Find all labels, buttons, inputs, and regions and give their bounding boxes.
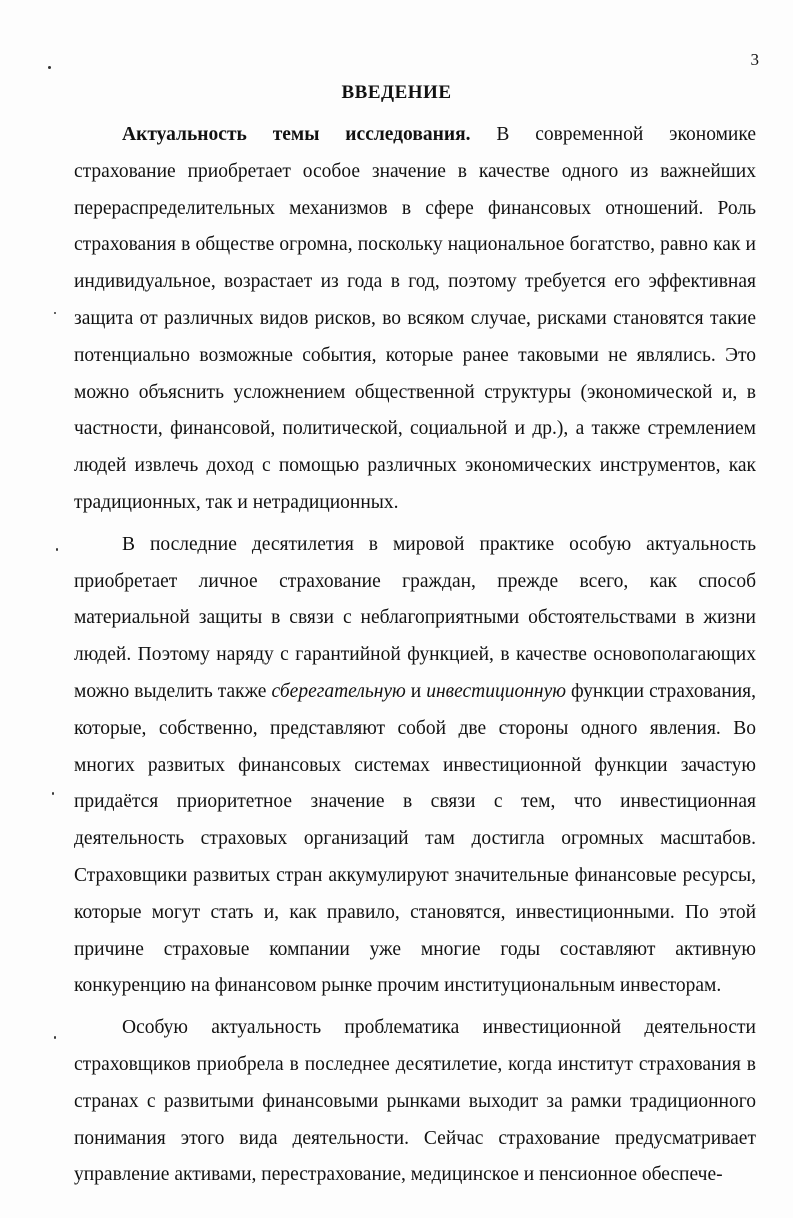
page-number: 3 (750, 50, 759, 69)
body-text (74, 117, 756, 1194)
paragraph-text: и (405, 680, 427, 702)
scan-speck (54, 312, 56, 314)
paragraph-investment-activity (74, 1010, 756, 1194)
scan-speck (56, 548, 58, 551)
page-title: ВВЕДЕНИЕ (341, 82, 452, 103)
emphasis-savings: сберегательную (271, 680, 406, 702)
paragraph-relevance (74, 117, 756, 522)
paragraph-text: В современной экономике страхование приобретает особое значение в качестве одного из важнейших перераспределительных механизмов в сфере финансовых отношений. Роль страхования в обществе огромна, поскольку национальное богатство, равно как и индивидуальное, возрастает из года в год, поэтому требуется его эффективная защита от различных видов рисков, во всяком случае, рисками становятся такие потенциально возможные события, которые ранее таковыми не являлись. Это можно объяснить усложнением общественной структуры (экономической и, в частности, финансовой, политической, социальной и др.), а также стремлением людей извлечь доход с помощью различных экономических инструментов, как традиционных, так и нетрадиционных. (74, 124, 756, 513)
scan-speck (54, 1036, 56, 1039)
paragraph-text: Особую актуальность проблематика инвестиционной деятельности страховщиков приобрела в последнее десятилетие, когда институт страхования в странах с развитыми финансовыми рынками выходит за рамки традиционного понимания этого вида деятельности. Сейчас страхование предусматривает управление активами, перестрахование, медицинское и пенсионное обеспече- (74, 1017, 756, 1186)
paragraph-personal-insurance (74, 527, 756, 1005)
paragraph-lead: Актуальность темы исследования. (122, 124, 471, 145)
paragraph-text: функции страхования, которые, собственно, представляют собой две стороны одного явления. Во многих развитых финансовых системах инвестиционной функции зачастую придаётся приоритетное значение в связи с тем, что инвестиционная деятельность страховых организаций там достигла огромных масштабов. Страховщики развитых стран аккумулируют значительные финансовые ресурсы, которые могут стать и, как правило, становятся, инвестиционными. По этой причине страховые компании уже многие годы составляют активную конкуренцию на финансовом рынке прочим институциональным инвесторам. (74, 680, 757, 997)
emphasis-investment: инвестиционную (426, 680, 567, 702)
scan-speck (52, 792, 54, 795)
scan-speck (48, 66, 51, 69)
paragraph-text: В последние десятилетия в мировой практике особую актуальность приобретает личное страхование граждан, прежде всего, как способ материальной защиты в связи с неблагоприятными обстоятельствами в жизни людей. Поэтому наряду с гарантийной функцией, в качестве основополагающих можно выделить также (74, 533, 756, 702)
